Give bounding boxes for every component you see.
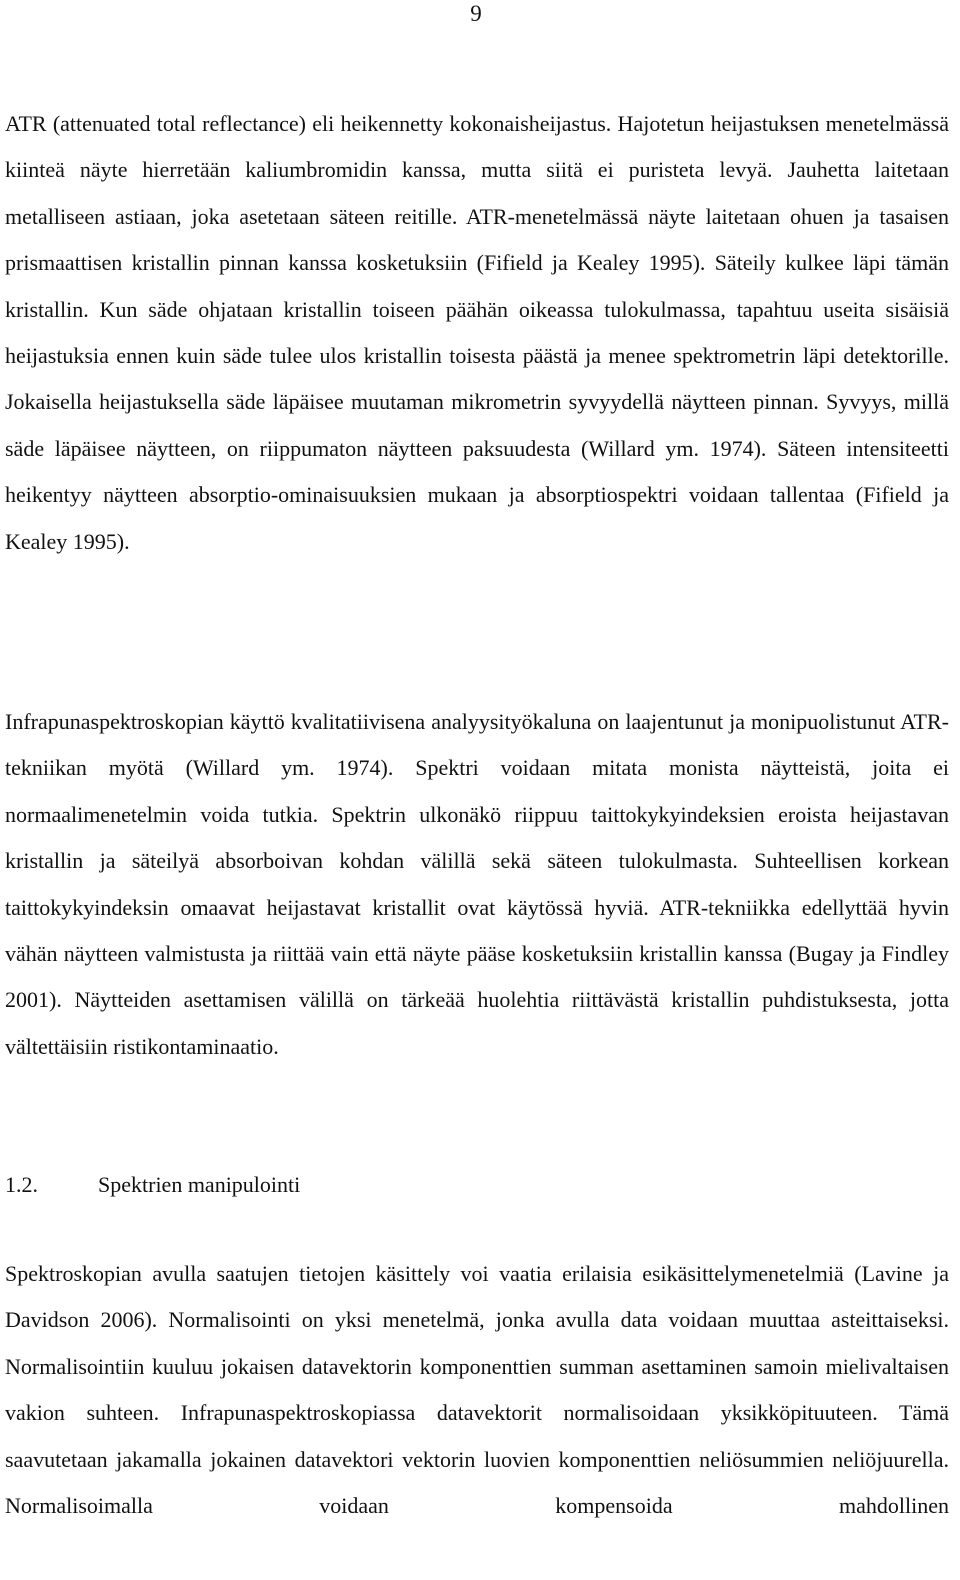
paragraph-atr-usage: Infrapunaspektroskopian käyttö kvalitatiivisena analyysityökaluna on laajentunut ja monipuolistunut ATR-tekniikan myötä (Willard ym. 1974). Spektri voidaan mitata monista näytteistä, joita ei normaalimenetelmin voida tutkia. Spektrin ulkonäkö riippuu taittokykyindeksien eroista heijastavan kristallin ja säteilyä absorboivan kohdan välillä sekä säteen tulokulmasta. Suhteellisen korkean taittokykyindeksin omaavat heijastavat kristallit ovat käytössä hyviä. ATR-tekniikka edellyttää hyvin vähän näytteen valmistusta ja riittää vain että näyte pääse kosketuksiin kristallin kanssa (Bugay ja Findley 2001). Näytteiden asettamisen välillä on tärkeää huolehtia riittävästä kristallin puhdistuksesta, jotta vältettäisiin ristikontaminaatio. — [5, 709, 949, 1059]
paragraph-atr-intro: ATR (attenuated total reflectance) eli heikennetty kokonaisheijastus. Hajotetun heijastuksen menetelmässä kiinteä näyte hierretään kaliumbromidin kanssa, mutta siitä ei puristeta levyä. Jauhetta laitetaan metalliseen astiaan, joka asetetaan säteen reitille. ATR-menetelmässä näyte laitetaan ohuen ja tasaisen prismaattisen kristallin pinnan kanssa kosketuksiin (Fifield ja Kealey 1995). Säteily kulkee läpi tämän kristallin. Kun säde ohjataan kristallin toiseen päähän oikeassa tulokulmassa, tapahtuu useita sisäisiä heijastuksia ennen kuin säde tulee ulos kristallin toisesta päästä ja menee spektrometrin läpi detektorille. Jokaisella heijastuksella säde läpäisee muutaman mikrometrin syvyydellä näytteen pinnan. Syvyys, millä säde läpäisee näytteen, on riippumaton näytteen paksuudesta (Willard ym. 1974). Säteen intensiteetti heikentyy näytteen absorptio-ominaisuuksien mukaan ja absorptiospektri voidaan tallentaa (Fifield ja Kealey 1995). — [5, 111, 949, 554]
section-title: Spektrien manipulointi — [98, 1172, 301, 1197]
paragraph-normalization: Spektroskopian avulla saatujen tietojen käsittely voi vaatia erilaisia esikäsittelymenetelmiä (Lavine ja Davidson 2006). Normalisointi on yksi menetelmä, jonka avulla data voidaan muuttaa asteittaiseksi. Normalisointiin kuuluu jokaisen datavektorin komponenttien summan asettaminen samoin mielivaltaisen vakion suhteen. Infrapunaspektroskopiassa datavektorit normalisoidaan yksikköpituuteen. Tämä saavutetaan jakamalla jokainen datavektori vektorin luovien komponenttien neliösummien neliöjuurella. Normalisoimalla voidaan kompensoida mahdollinen — [5, 1261, 949, 1519]
section-number: 1.2. — [5, 1172, 38, 1197]
section-heading — [5, 1162, 300, 1208]
page-number: 9 — [470, 1, 482, 26]
